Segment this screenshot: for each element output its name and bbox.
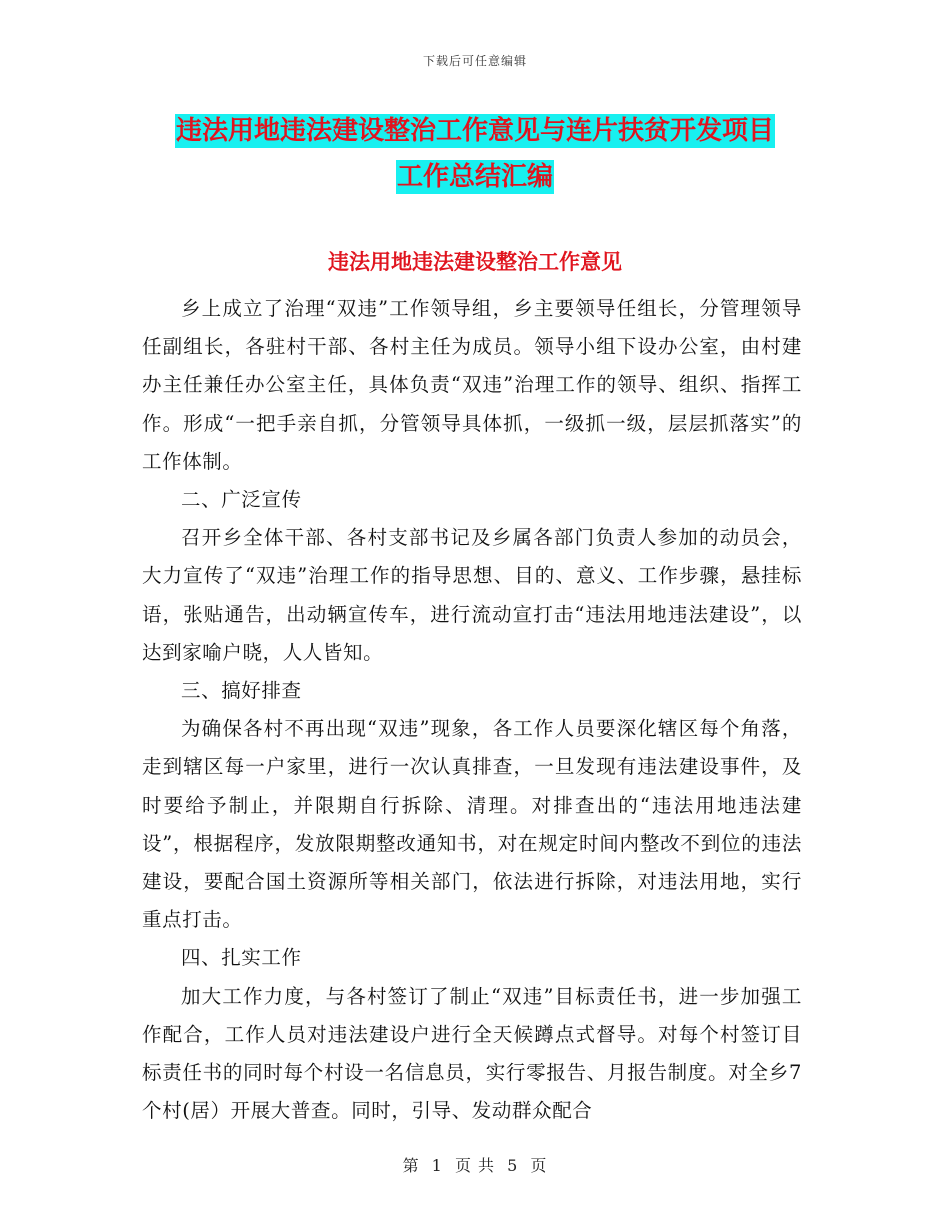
paragraph-inspection: 为确保各村不再出现“双违”现象，各工作人员要深化辖区每个角落，走到辖区每一户家里，进行一次认真排查，一旦发现有违法建设事件，及时要给予制止，并限期自行拆除、清理。对排查出的“违法用地违法建设”，根据程序，发放限期整改通知书，对在规定时间内整改不到位的违法建设，要配合国土资源所等相关部门，依法进行拆除，对违法用地，实行重点打击。 [142,717,802,932]
paragraph-publicity: 召开乡全体干部、各村支部书记及乡属各部门负责人参加的动员会，大力宣传了“双违”治理工作的指导思想、目的、意义、工作步骤，悬挂标语，张贴通告，出动辆宣传车，进行流动宣打击“违法用地违法建设”，以达到家喻户晓，人人皆知。 [142,526,802,664]
document-title-line-2: 工作总结汇编 [396,162,553,192]
heading-solid-work: 四、扎实工作 [181,946,302,970]
document-body [142,290,802,1130]
heading-publicity: 二、广泛宣传 [181,488,302,512]
section-title: 违法用地违法建设整治工作意见 [328,250,622,274]
footer-prefix: 第 [402,1156,420,1175]
total-page-number: 5 [507,1156,519,1175]
page-footer [0,1153,950,1176]
header-note: 下载后可任意编辑 [422,54,527,68]
document-title-line-1: 违法用地违法建设整治工作意见与连片扶贫开发项目 [175,116,774,146]
document-title [140,108,810,200]
paragraph-solid-work: 加大工作力度，与各村签订了制止“双违”目标责任书，进一步加强工作配合，工作人员对违法建设户进行全天候蹲点式督导。对每个村签订目标责任书的同时每个村设一名信息员，实行零报告、月报告制度。对全乡7个村(居）开展大普查。同时，引导、发动群众配合 [142,984,802,1123]
heading-inspection: 三、搞好排查 [181,679,302,703]
current-page-number: 1 [431,1156,443,1175]
paragraph-intro: 乡上成立了治理“双违”工作领导组，乡主要领导任组长，分管理领导任副组长，各驻村干部、各村主任为成员。领导小组下设办公室，由村建办主任兼任办公室主任，具体负责“双违”治理工作的领导、组织、指挥工作。形成“一把手亲自抓，分管领导具体抓，一级抓一级，层层抓落实”的工作体制。 [142,297,802,473]
footer-suffix: 页 [530,1156,548,1175]
footer-middle: 页 共 [454,1156,496,1175]
